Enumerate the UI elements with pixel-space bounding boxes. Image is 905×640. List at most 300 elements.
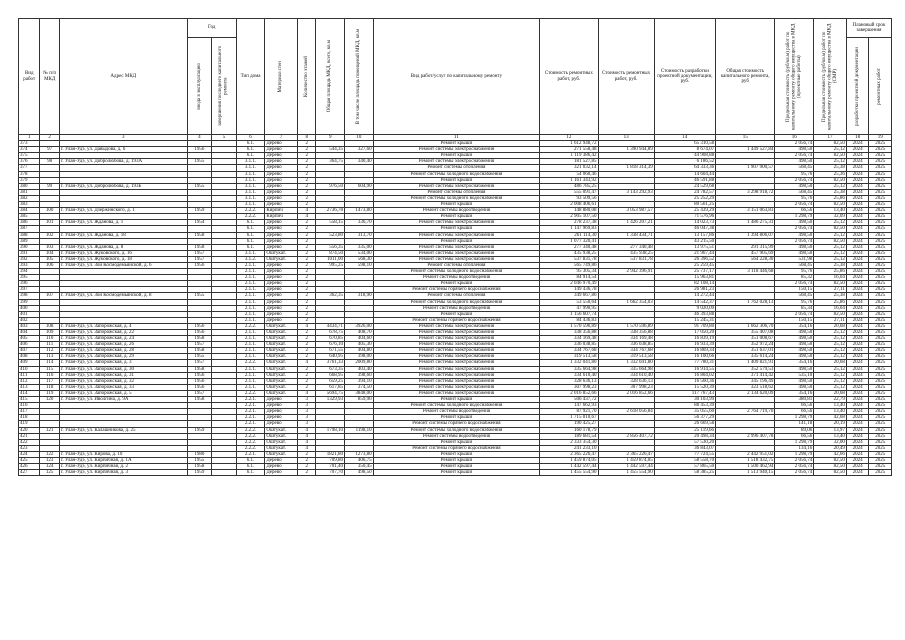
table-cell: 2.2.2.	[236, 433, 265, 439]
table-cell: 352 972,24	[716, 342, 775, 348]
table-cell: 13,40	[814, 403, 847, 409]
table-cell: 95,76	[775, 269, 814, 275]
table-cell: 2 056,74	[775, 281, 814, 287]
table-cell: 82 108,14	[654, 281, 715, 287]
table-cell: 3 143 292,93	[598, 189, 654, 195]
table-cell: 2	[298, 451, 316, 457]
table-cell: 4	[298, 214, 316, 220]
table-cell: 3	[298, 403, 316, 409]
table-cell: г. Улан-Удэ, ул. Запорожская, д. 26	[59, 342, 187, 348]
table-cell: 2025	[869, 153, 892, 159]
table-cell: 13,97	[814, 427, 847, 433]
table-cell: 25,12	[814, 250, 847, 256]
table-cell: 2 365 226,47	[540, 451, 598, 457]
table-cell: 25 259,45	[654, 262, 715, 268]
table-cell: 123	[40, 457, 59, 463]
table-cell: Дерево	[265, 195, 298, 201]
table-cell: 25 439,29	[654, 208, 715, 214]
table-cell: г. Улан-Удэ, ул. Добролюбова, д. 193Б	[59, 183, 187, 189]
table-cell: 1958	[187, 348, 212, 354]
table-cell: 1956	[187, 323, 212, 329]
table-cell: 80 561,25	[654, 202, 715, 208]
table-cell: 435 938,25	[598, 250, 654, 256]
table-cell: 498,50	[775, 183, 814, 189]
table-cell: 124	[40, 464, 59, 470]
column-number: 8	[298, 135, 316, 141]
table-cell: Дерево	[265, 317, 298, 323]
table-cell: 2.1.1.	[236, 330, 265, 336]
table-cell: 1 147 969,83	[540, 226, 598, 232]
table-cell: 1 442 597,44	[540, 464, 598, 470]
table-cell: г. Улан-Удэ, ул. Жуковского, д. 18	[59, 256, 187, 262]
table-cell: 85,32	[775, 275, 814, 281]
table-cell: г. Улан-Удэ, ул. Запорожская, д. 32	[59, 378, 187, 384]
table-cell: 403,40	[345, 366, 374, 372]
table-cell: 2024	[846, 372, 868, 378]
table-cell: 1 077 320,41	[540, 238, 598, 244]
table-cell: 2025	[869, 275, 892, 281]
table-cell: 1 907 900,57	[716, 165, 775, 171]
table-cell: 388	[19, 232, 40, 238]
table-cell: 544,35	[316, 147, 345, 153]
table-cell: 2024	[846, 451, 868, 457]
table-cell: Дерево	[265, 165, 298, 171]
table-cell: 20,68	[814, 360, 847, 366]
table-cell: 2.1.1.	[236, 336, 265, 342]
table-cell: 65 310,58	[654, 141, 715, 147]
table-cell: 2	[298, 238, 316, 244]
header-address: Адрес МКД	[59, 19, 187, 135]
table-cell: 1 570 596,89	[598, 323, 654, 329]
table-cell: 345 196,49	[716, 378, 775, 384]
table-cell: 54 060,46	[540, 171, 598, 177]
table-cell: 189 681,54	[540, 433, 598, 439]
table-cell: 3 053 987,57	[598, 208, 654, 214]
table-cell: 2025	[869, 409, 892, 415]
table-cell: 395	[19, 275, 40, 281]
table-cell: 1959	[187, 427, 212, 433]
table-cell: г. Улан-Удэ, ул. Жданова, д. 18	[59, 232, 187, 238]
table-cell: 399	[19, 299, 40, 305]
table-cell: Дерево	[265, 397, 298, 403]
table-cell: г. Улан-Удэ, ул. Запорожская, д. 3	[59, 360, 187, 366]
table-cell: 1 662 306,70	[716, 323, 775, 329]
table-cell: 58 385,25	[654, 470, 715, 476]
table-cell: 2024	[846, 153, 868, 159]
table-cell: 2 056,74	[775, 311, 814, 317]
table-cell: 1 409 821,91	[716, 360, 775, 366]
table-cell: 668,95	[316, 372, 345, 378]
table-cell: 335 664,98	[598, 366, 654, 372]
table-cell: 95 305,34	[540, 269, 598, 275]
table-cell: 414	[19, 390, 40, 396]
table-cell: 53 550,64	[540, 299, 598, 305]
table-cell: 2024	[846, 378, 868, 384]
table-cell: 2024	[846, 256, 868, 262]
table-cell: 2024	[846, 397, 868, 403]
table-cell: 2024	[846, 311, 868, 317]
table-cell: 2024	[846, 232, 868, 238]
table-cell: 3848,00	[345, 390, 374, 396]
table-cell: 2 056,74	[775, 457, 814, 463]
table-cell: 1 426 207,21	[598, 220, 654, 226]
table-cell: 604,90	[345, 183, 374, 189]
table-cell: 2	[298, 141, 316, 147]
table-cell: Ремонт крыши	[373, 177, 540, 183]
table-cell: 97	[40, 147, 59, 153]
table-cell: 88 453,39	[654, 403, 715, 409]
table-cell: Ремонт системы отопления	[373, 189, 540, 195]
table-cell: 64 333,36	[654, 165, 715, 171]
table-cell: 425	[19, 457, 40, 463]
table-cell: Дерево	[265, 287, 298, 293]
table-cell: 125	[40, 470, 59, 476]
table-cell: 2.1.1.	[236, 317, 265, 323]
table-cell: 84 914,54	[540, 275, 598, 281]
table-cell: 2025	[869, 457, 892, 463]
table-cell: г. Улан-Удэ, ул. Запорожская, д. 24	[59, 336, 187, 342]
table-cell: 2025	[869, 384, 892, 390]
table-cell: Оштукат.	[265, 451, 298, 457]
table-cell: 417	[19, 409, 40, 415]
table-cell: 328 636,13	[598, 378, 654, 384]
table-cell: 2	[298, 317, 316, 323]
table-cell: 498,50	[775, 159, 814, 165]
table-cell: 401	[19, 311, 40, 317]
table-cell: 2024	[846, 250, 868, 256]
table-cell: 278 237,38	[540, 220, 598, 226]
table-cell: 2025	[869, 214, 892, 220]
header-total-cost: Общая стоимость капитального ремонта, руб	[716, 19, 775, 135]
table-cell: 2 056,74	[775, 153, 814, 159]
table-cell: 2 056,74	[775, 202, 814, 208]
table-cell: 2024	[846, 202, 868, 208]
column-number: 9	[316, 135, 345, 141]
table-cell: 3 118 446,68	[716, 269, 775, 275]
table-cell: 6.1.	[236, 232, 265, 238]
table-cell: 66,56	[775, 409, 814, 415]
table-cell: 21 967,44	[654, 250, 715, 256]
header-mkd-number: № п/п МКД	[40, 19, 59, 135]
table-cell: Оштукат.	[265, 427, 298, 433]
table-cell: 2024	[846, 183, 868, 189]
table-cell: 2.1.1.	[236, 348, 265, 354]
table-cell: 2.1.1.	[236, 305, 265, 311]
table-cell: 384	[19, 208, 40, 214]
header-floors: Количество этажей	[298, 19, 316, 135]
table-cell: 2025	[869, 354, 892, 360]
table-cell: 2025	[869, 348, 892, 354]
table-cell: Оштукат.	[265, 342, 298, 348]
table-cell: 385	[19, 214, 40, 220]
table-cell: 412	[19, 378, 40, 384]
table-cell: 15 520,39	[654, 384, 715, 390]
table-cell: 2	[298, 464, 316, 470]
table-cell: Дерево	[265, 238, 298, 244]
table-cell: Ремонт системы электроснабжения	[373, 360, 540, 366]
table-cell: 2024	[846, 159, 868, 165]
table-cell: Ремонт крыши	[373, 415, 540, 421]
table-cell: 150,15	[775, 317, 814, 323]
table-cell: 670,85	[316, 336, 345, 342]
table-cell: 2024	[846, 165, 868, 171]
table-cell: 640,95	[316, 354, 345, 360]
table-cell: 3.1.2.	[236, 256, 265, 262]
table-cell: Ремонт системы отопления	[373, 262, 540, 268]
table-cell: 2024	[846, 147, 868, 153]
table-cell: 498,50	[775, 366, 814, 372]
table-cell: 1 459 874,05	[598, 457, 654, 463]
table-cell: 2.1.1.	[236, 366, 265, 372]
table-cell: 13,40	[814, 433, 847, 439]
table-cell: 405,30	[345, 342, 374, 348]
table-cell: 2.1.1.	[236, 299, 265, 305]
table-cell: 20,68	[814, 390, 847, 396]
table-cell: 2	[298, 275, 316, 281]
table-cell: 676,10	[316, 342, 345, 348]
table-cell: 1 119 386,42	[540, 153, 598, 159]
table-cell: Ремонт системы холодного водоснабжения	[373, 403, 540, 409]
table-cell: Дерево	[265, 269, 298, 275]
table-cell: Ремонт системы электроснабжения	[373, 159, 540, 165]
table-cell: 16,04	[814, 305, 847, 311]
table-cell: Дерево	[265, 281, 298, 287]
table-cell: Оштукат.	[265, 433, 298, 439]
table-cell: 117 767,43	[654, 390, 715, 396]
table-cell: 1 455 554,90	[598, 470, 654, 476]
table-cell: 673,35	[316, 366, 345, 372]
table-cell: Дерево	[265, 244, 298, 250]
table-cell: 2025	[869, 269, 892, 275]
table-cell: 114	[40, 360, 59, 366]
table-cell: 1 570 596,89	[540, 323, 598, 329]
table-cell: 2025	[869, 293, 892, 299]
table-cell: 402	[19, 317, 40, 323]
table-cell: 25,12	[814, 378, 847, 384]
header-limit-smr: Предельная стоимость (руб/кв.м) работ по капитальному ремонту общего имущества в МКД (СМР)	[814, 19, 847, 135]
table-cell: 4	[298, 433, 316, 439]
table-cell: 2	[298, 202, 316, 208]
table-cell: 25,12	[814, 336, 847, 342]
table-cell: г. Улан-Удэ, ул. Запорожская, д. 22	[59, 330, 187, 336]
table-cell: 4	[298, 445, 316, 451]
table-cell: Оштукат.	[265, 323, 298, 329]
table-cell: 2025	[869, 220, 892, 226]
column-number: 1	[19, 135, 40, 141]
table-cell: Дерево	[265, 311, 298, 317]
header-limit-design: Предельная стоимость (руб/кв.м) работ по капитальному ремонту общего имущества в МКД (проектные работы)	[775, 19, 814, 135]
table-cell: 352 579,53	[716, 366, 775, 372]
table-cell: 382	[19, 195, 40, 201]
table-cell: 1956	[187, 384, 212, 390]
table-cell: Дерево	[265, 305, 298, 311]
table-cell: 2	[298, 342, 316, 348]
table-cell: 389	[19, 238, 40, 244]
table-cell: 535,10	[775, 372, 814, 378]
table-cell: 2.2.2.	[236, 439, 265, 445]
table-cell: 2 333 354,30	[540, 439, 598, 445]
table-cell: 25,86	[814, 195, 847, 201]
table-cell: 102	[40, 232, 59, 238]
table-cell: Дерево	[265, 275, 298, 281]
table-cell: 25,38	[814, 165, 847, 171]
table-cell: 1 298,79	[775, 415, 814, 421]
table-cell: 105	[40, 256, 59, 262]
header-plan-repair: ремонтных работ	[869, 38, 892, 135]
table-cell: 355 407,08	[716, 330, 775, 336]
table-cell: 1956	[187, 378, 212, 384]
table-cell: 25,12	[814, 372, 847, 378]
table-cell: 335 614,24	[716, 354, 775, 360]
table-cell: 2025	[869, 403, 892, 409]
table-cell: 104	[40, 250, 59, 256]
table-cell: 1955	[187, 457, 212, 463]
header-house-type: Тип дома	[236, 19, 265, 135]
table-cell: 565 749,86	[540, 262, 598, 268]
table-cell: 327,60	[345, 147, 374, 153]
table-row	[19, 470, 892, 476]
table-cell: 58 558,70	[654, 457, 715, 463]
table-cell: 323 518,62	[716, 384, 775, 390]
table-cell: 87 921,70	[540, 409, 598, 415]
table-cell: Ремонт крыши	[373, 457, 540, 463]
table-cell: 2024	[846, 409, 868, 415]
table-cell: Ремонт крыши	[373, 226, 540, 232]
table-cell: 307 998,23	[540, 384, 598, 390]
table-cell: 134,16	[775, 445, 814, 451]
table-cell: 25,12	[814, 342, 847, 348]
table-cell: 2024	[846, 470, 868, 476]
table-cell: 1955	[187, 183, 212, 189]
table-cell: 2024	[846, 433, 868, 439]
table-cell: 2 056,74	[775, 238, 814, 244]
table-cell: Дерево	[265, 159, 298, 165]
table-cell: 2025	[869, 250, 892, 256]
table-cell: 14 604,44	[654, 171, 715, 177]
table-cell: 2	[298, 305, 316, 311]
table-cell: 1011,00	[316, 256, 345, 262]
table-cell: 25,38	[814, 262, 847, 268]
table-cell: 24 529,68	[654, 183, 715, 189]
table-cell: 498,50	[775, 384, 814, 390]
table-cell: 498,50	[775, 220, 814, 226]
table-cell: 20,19	[814, 421, 847, 427]
table-cell: 1 332 041,80	[598, 360, 654, 366]
table-cell: 3761,33	[316, 360, 345, 366]
table-cell: 2	[298, 177, 316, 183]
table-cell: 77 724,55	[654, 451, 715, 457]
table-cell: 976,50	[316, 183, 345, 189]
table-cell: 1954	[187, 220, 212, 226]
table-cell: 2 365 226,47	[598, 451, 654, 457]
table-cell: 99	[40, 183, 59, 189]
table-cell: 1958	[187, 244, 212, 250]
table-cell: 32,00	[814, 439, 847, 445]
table-cell: 2	[298, 220, 316, 226]
table-cell: Оштукат.	[265, 445, 298, 451]
table-cell: г. Улан-Удэ, ул. Жуковского, д. 16	[59, 250, 187, 256]
table-cell: 2024	[846, 189, 868, 195]
table-cell: Ремонт системы горячего водоснабжения	[373, 317, 540, 323]
table-cell: 2.1.1.	[236, 269, 265, 275]
table-cell: 6.1.	[236, 153, 265, 159]
table-cell: 564 228,30	[716, 256, 775, 262]
table-cell: 415	[19, 397, 40, 403]
table-cell: 349 667,86	[540, 293, 598, 299]
table-body	[19, 141, 892, 476]
column-number: 19	[869, 135, 892, 141]
table-cell: Ремонт крыши	[373, 451, 540, 457]
table-cell: 2024	[846, 238, 868, 244]
table-cell: 25 119,66	[654, 427, 715, 433]
table-cell: 16,04	[814, 275, 847, 281]
table-cell: Ремонт системы электроснабжения	[373, 354, 540, 360]
table-cell: 568,45	[775, 165, 814, 171]
column-number: 14	[654, 135, 715, 141]
table-cell: 2025	[869, 281, 892, 287]
table-cell: 32,09	[814, 214, 847, 220]
column-number: 17	[814, 135, 847, 141]
table-cell: 568,45	[775, 293, 814, 299]
table-cell: г. Улан-Удэ, ул. Давыдова, д. 6	[59, 147, 187, 153]
table-cell: 1956	[187, 147, 212, 153]
table-cell: 2.2.2.	[236, 390, 265, 396]
table-cell: 2 618 056,84	[598, 409, 654, 415]
table-cell: Ремонт крыши	[373, 311, 540, 317]
table-cell: 2024	[846, 330, 868, 336]
table-cell: 2025	[869, 323, 892, 329]
table-cell: 340,40	[345, 159, 374, 165]
table-cell: Ремонт системы электроснабжения	[373, 244, 540, 250]
table-cell: 2	[298, 153, 316, 159]
table-cell: 25,12	[814, 348, 847, 354]
table-cell: 2025	[869, 232, 892, 238]
table-cell: 2025	[869, 183, 892, 189]
table-cell: 338 356,88	[540, 330, 598, 336]
table-cell: Ремонт системы электроснабжения	[373, 336, 540, 342]
table-cell: 394,10	[345, 378, 374, 384]
table-cell: 4434,71	[316, 323, 345, 329]
table-cell: 2.2.2.	[236, 360, 265, 366]
table-cell: 2025	[869, 336, 892, 342]
table-cell: 2024	[846, 293, 868, 299]
table-cell: 2	[298, 311, 316, 317]
table-cell: 2025	[869, 372, 892, 378]
table-cell: 25,12	[814, 330, 847, 336]
table-cell: 3	[298, 409, 316, 415]
table-cell: 2 056,74	[775, 464, 814, 470]
table-cell: 8 674,07	[654, 147, 715, 153]
table-cell: 2024	[846, 262, 868, 268]
table-cell: 418	[19, 415, 40, 421]
table-cell: 2	[298, 183, 316, 189]
table-cell: 2024	[846, 342, 868, 348]
table-cell: 25,12	[814, 256, 847, 262]
table-cell: 1473,80	[345, 208, 374, 214]
table-cell: г. Улан-Удэ, ул. Кирова, д. 10	[59, 451, 187, 457]
table-cell: 2024	[846, 421, 868, 427]
table-cell: 2024	[846, 220, 868, 226]
table-cell: 103	[40, 244, 59, 250]
table-cell: 1 156 607,74	[540, 311, 598, 317]
table-cell: 148 880,08	[540, 208, 598, 214]
table-cell: 271 558,48	[540, 147, 598, 153]
table-cell: 707,70	[316, 470, 345, 476]
table-cell: 2	[298, 147, 316, 153]
table-cell: 2025	[869, 433, 892, 439]
table-cell: 1956	[187, 330, 212, 336]
table-cell: 2.1.1.	[236, 262, 265, 268]
